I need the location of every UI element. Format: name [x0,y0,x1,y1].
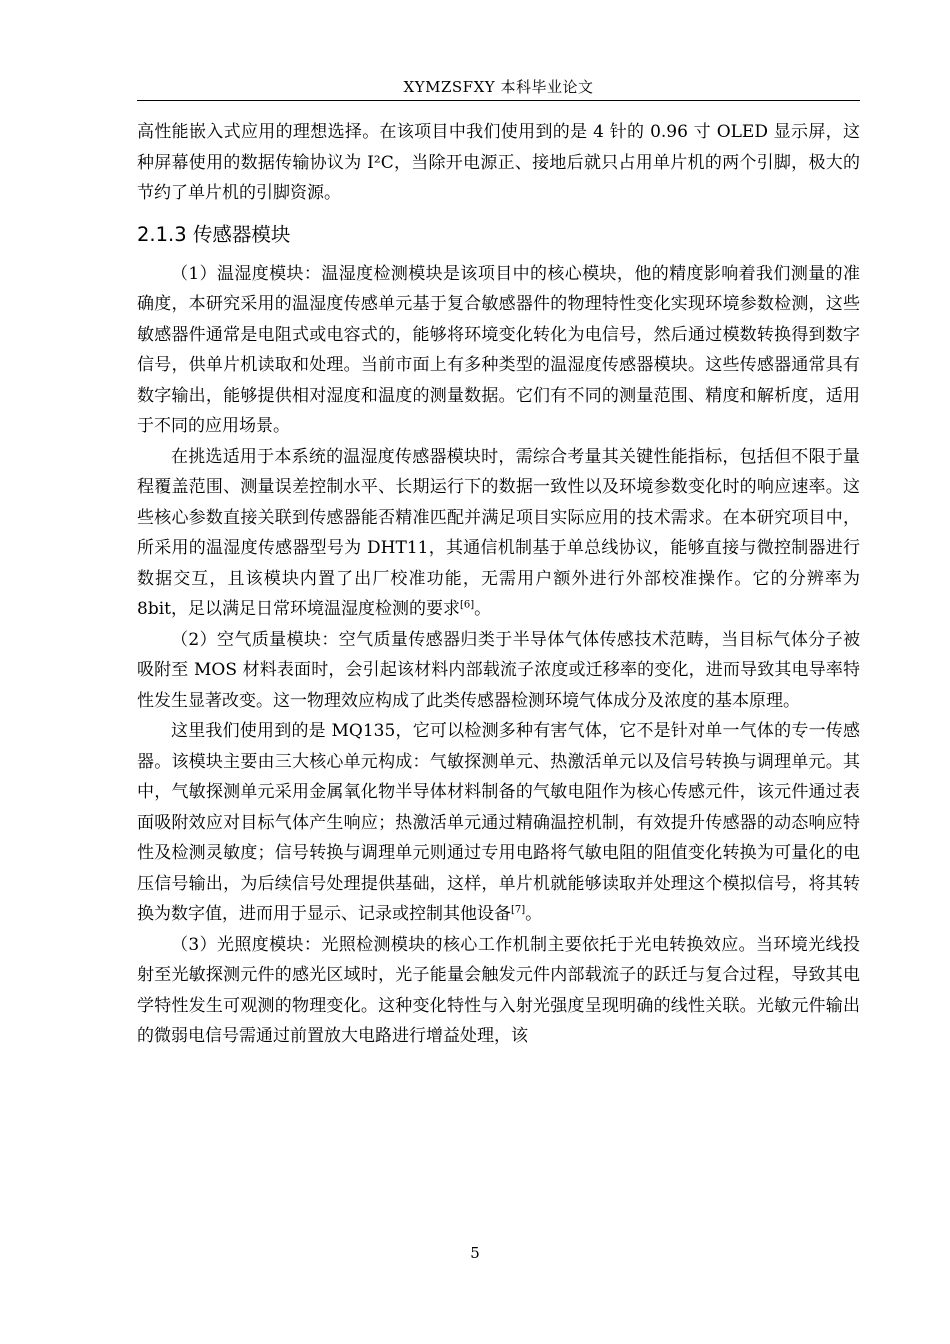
page-number: 5 [470,1244,480,1262]
page-body [137,117,860,1052]
paragraph-mq135 [137,716,860,930]
paragraph-air-quality: （2）空气质量模块：空气质量传感器归类于半导体气体传感技术范畴，当目标气体分子被吸附至 MOS 材料表面时，会引起该材料内部载流子浓度或迁移率的变化，进而导致其电导率特性发生显著改变。这一物理效应构成了此类传感器检测环境气体成分及浓度的基本原理。 [137,629,860,711]
running-header: XYMZSFXY 本科毕业论文 [403,78,594,96]
paragraph-text: 在挑选适用于本系统的温湿度传感器模块时，需综合考量其关键性能指标，包括但不限于量程覆盖范围、测量误差控制水平、长期运行下的数据一致性以及环境参数变化时的响应速率。这些核心参数直接关联到传感器能否精准匹配并满足项目实际应用的技术需求。在本研究项目中，所采用的温湿度传感器型号为 DHT11，其通信机制基于单总线协议，能够直接与微控制器进行数据交互，且该模块内置了出厂校准功能，无需用户额外进行外部校准操作。它的分辨率为 8bit，足以满足日常环境温湿度检测的要求 [137,446,860,619]
paragraph-tail: 。 [525,904,543,924]
citation-ref: [6] [459,599,475,611]
section-heading: 2.1.3 传感器模块 [137,222,291,246]
paragraph-light-sensor: （3）光照度模块：光照检测模块的核心工作机制主要依托于光电转换效应。当环境光线投射至光敏探测元件的感光区域时，光子能量会触发元件内部载流子的跃迁与复合过程，导致其电学特性发生可观测的物理变化。这种变化特性与入射光强度呈现明确的线性关联。光敏元件输出的微弱电信号需通过前置放大电路进行增益处理，该 [137,934,860,1046]
continued-paragraph: 高性能嵌入式应用的理想选择。在该项目中我们使用到的是 4 针的 0.96 寸 OLED 显示屏，这种屏幕使用的数据传输协议为 I²C，当除开电源正、接地后就只占用单片机的两个引脚，极大的节约了单片机的引脚资源。 [137,122,860,203]
paragraph-text: 这里我们使用到的是 MQ135，它可以检测多种有害气体，它不是针对单一气体的专一传感器。该模块主要由三大核心单元构成：气敏探测单元、热激活单元以及信号转换与调理单元。其中，气敏探测单元采用金属氧化物半导体材料制备的气敏电阻作为核心传感元件，该元件通过表面吸附效应对目标气体产生响应；热激活单元通过精确温控机制，有效提升传感器的动态响应特性及检测灵敏度；信号转换与调理单元则通过专用电路将气敏电阻的阻值变化转换为可量化的电压信号输出，为后续信号处理提供基础，这样，单片机就能够读取并处理这个模拟信号，将其转换为数字值，进而用于显示、记录或控制其他设备 [137,721,860,924]
citation-ref: [7] [511,904,526,916]
header-divider [137,100,860,101]
paragraph-sensor-selection [137,442,860,625]
paragraph-tail: 。 [474,599,492,619]
paragraph-temp-humidity: （1）温湿度模块：温湿度检测模块是该项目中的核心模块，他的精度影响着我们测量的准确度，本研究采用的温湿度传感单元基于复合敏感器件的物理特性变化实现环境参数检测，这些敏感器件通常是电阻式或电容式的，能够将环境变化转化为电信号，然后通过模数转换得到数字信号，供单片机读取和处理。当前市面上有多种类型的温湿度传感器模块。这些传感器通常具有数字输出，能够提供相对湿度和温度的测量数据。它们有不同的测量范围、精度和解析度，适用于不同的应用场景。 [137,263,860,436]
